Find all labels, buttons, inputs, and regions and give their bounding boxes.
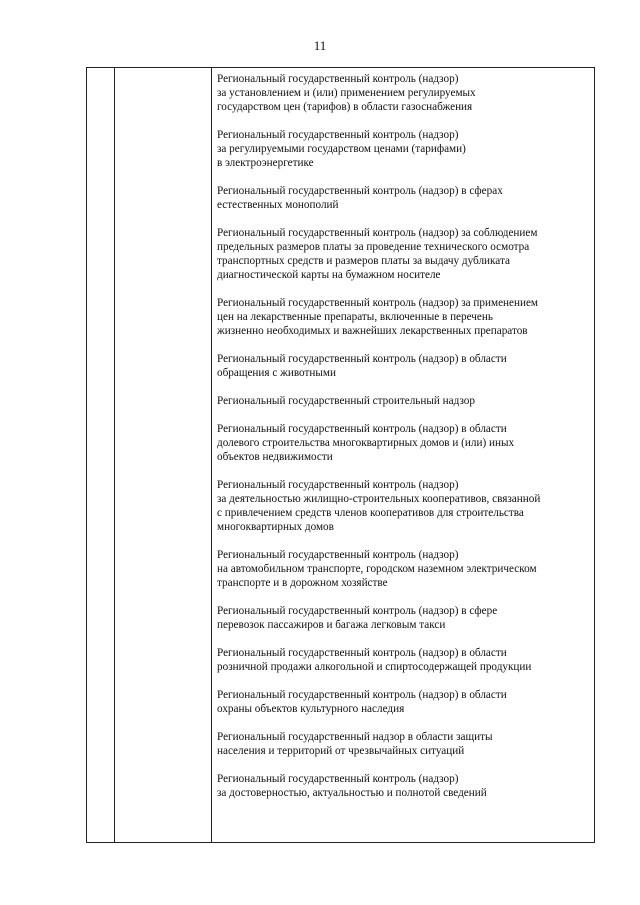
entry-line: за деятельностью жилищно-строительных кооперативов, связанной [217,493,541,505]
entry-line: перевозок пассажиров и багажа легковым такси [217,619,446,631]
entry-line: Региональный государственный контроль (надзор) за соблюдением [217,227,538,239]
entry-line: за установлением и (или) применением регулируемых [217,87,476,99]
list-item [217,72,593,114]
entry-line: Региональный государственный контроль (надзор) [217,773,459,785]
entry-line: за достоверностью, актуальностью и полнотой сведений [217,787,487,799]
list-item [217,422,593,464]
list-item [217,772,593,800]
entry-line: населения и территорий от чрезвычайных ситуаций [217,745,465,757]
entry-line: Региональный государственный контроль (надзор) в области [217,689,507,701]
list-item [217,646,593,674]
entry-line: долевого строительства многоквартирных домов и (или) иных [217,437,515,449]
entry-line: Региональный государственный контроль (надзор) [217,129,459,141]
entry-line: диагностической карты на бумажном носителе [217,269,441,281]
entry-line: естественных монополий [217,199,339,211]
list-item [217,226,593,282]
entry-line: Региональный государственный надзор в области защиты [217,731,493,743]
page-number: 11 [313,38,327,53]
entry-line: Региональный государственный контроль (надзор) [217,479,459,491]
entry-line: объектов недвижимости [217,451,333,463]
entry-line: на автомобильном транспорте, городском наземном электрическом [217,563,537,575]
entry-line: жизненно необходимых и важнейших лекарственных препаратов [217,325,528,337]
column-divider-1 [114,68,115,842]
entry-line: цен на лекарственные препараты, включенные в перечень [217,311,493,323]
entry-line: в электроэнергетике [217,157,314,169]
list-item [217,128,593,170]
entry-line: Региональный государственный контроль (надзор) в области [217,423,507,435]
control-types-list [217,72,593,800]
entry-line: с привлечением средств членов кооперативов для строительства [217,507,524,519]
entry-line: транспорте и в дорожном хозяйстве [217,577,388,589]
entry-line: Региональный государственный контроль (надзор) в области [217,647,507,659]
entry-line: транспортных средств и размеров платы за выдачу дубликата [217,255,510,267]
list-item [217,730,593,758]
entry-line: Региональный государственный контроль (надзор) в области [217,353,507,365]
entry-line: предельных размеров платы за проведение технического осмотра [217,241,530,253]
list-item [217,352,593,380]
entry-line: охраны объектов культурного наследия [217,703,405,715]
document-table [86,67,595,843]
list-item [217,688,593,716]
entry-line: многоквартирных домов [217,521,334,533]
entry-line: Региональный государственный контроль (надзор) за применением [217,297,539,309]
entry-line: Региональный государственный контроль (надзор) [217,73,459,85]
list-item [217,604,593,632]
entry-line: розничной продажи алкогольной и спиртосодержащей продукции [217,661,532,673]
column-divider-2 [211,68,212,842]
list-item [217,394,593,408]
entry-line: Региональный государственный контроль (надзор) в сфере [217,605,498,617]
entry-line: Региональный государственный контроль (надзор) [217,549,459,561]
entry-line: за регулируемыми государством ценами (тарифами) [217,143,466,155]
list-item [217,184,593,212]
entry-line: Региональный государственный контроль (надзор) в сферах [217,185,503,197]
list-item [217,478,593,534]
entry-line: Региональный государственный строительный надзор [217,395,475,407]
list-item [217,548,593,590]
list-item [217,296,593,338]
entry-line: государством цен (тарифов) в области газоснабжения [217,101,473,113]
entry-line: обращения с животными [217,367,336,379]
